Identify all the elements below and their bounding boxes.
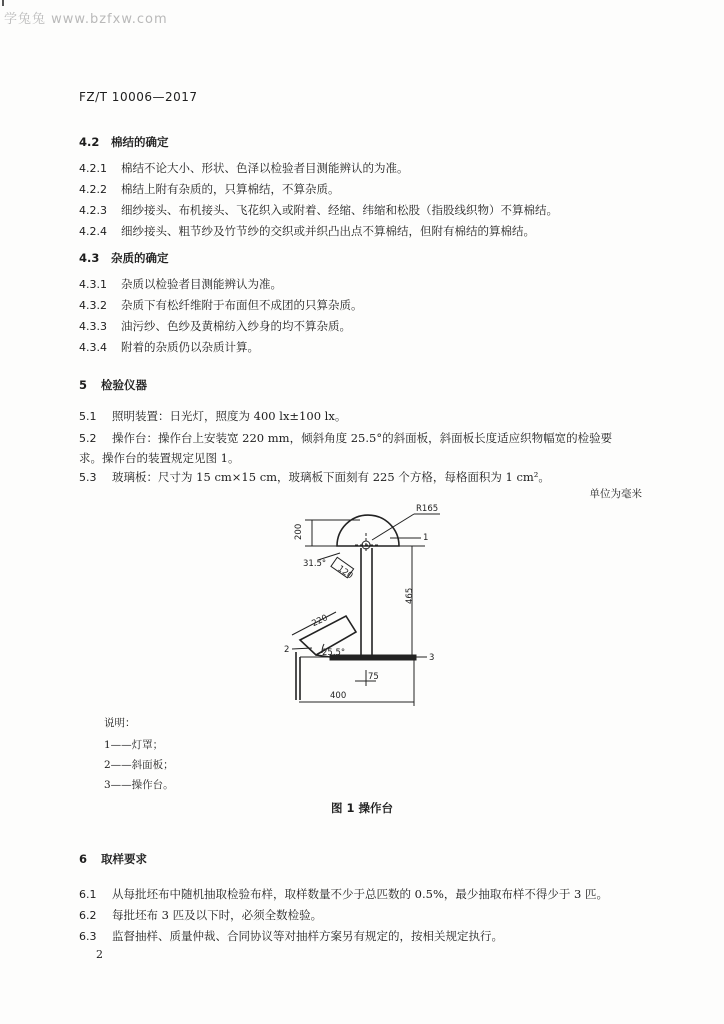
- page-number: 2: [96, 948, 103, 961]
- clause: 4.2.2 棉结上附有杂质的，只算棉结，不算杂质。: [79, 182, 340, 196]
- dim-120: 120: [335, 563, 355, 582]
- dim-400: 400: [330, 691, 347, 701]
- legend-item: 1——灯罩；: [104, 739, 164, 751]
- clause: 5.1 照明装置：日光灯，照度为 400 lx±100 lx。: [79, 409, 347, 423]
- clause: 4.3.2 杂质下有松纤维附于布面但不成团的只算杂质。: [79, 298, 363, 312]
- clause-continuation: 求。操作台的装置规定见图 1。: [79, 451, 240, 465]
- clause: 6.2 每批坯布 3 匹及以下时，必须全数检验。: [79, 908, 323, 922]
- clause: 4.3.3 油污纱、色纱及黄棉纺入纱身的均不算杂质。: [79, 319, 351, 333]
- angle-31-5: 31.5°: [303, 559, 327, 569]
- callout-2: 2: [284, 645, 290, 655]
- clause: 5.3 玻璃板：尺寸为 15 cm×15 cm，玻璃板下面刻有 225 个方格，每格面积为 1 cm²。: [79, 470, 550, 484]
- dim-200: 200: [294, 523, 304, 540]
- legend-title: 说明：: [104, 717, 136, 729]
- section-heading: 6 取样要求: [79, 852, 147, 866]
- section-heading: 4.2 棉结的确定: [79, 135, 169, 149]
- document-id: FZ/T 10006—2017: [79, 90, 198, 104]
- dim-220: 220: [310, 613, 330, 630]
- angle-25-5: 25.5°: [322, 648, 346, 658]
- callout-1: 1: [423, 533, 429, 543]
- section-heading: 4.3 杂质的确定: [79, 251, 169, 265]
- clause: 4.2.3 细纱接头、布机接头、飞花织入或附着、经缩、纬缩和松股（指股线织物）不算棉结。: [79, 203, 558, 217]
- clause: 6.1 从每批坯布中随机抽取检验布样，取样数量不少于总匹数的 0.5%，最少抽取布样不得少于 3 匹。: [79, 887, 608, 901]
- legend-item: 2——斜面板；: [104, 759, 174, 771]
- clause: 4.2.1 棉结不论大小、形状、色泽以检验者目测能辨认的为准。: [79, 161, 409, 175]
- callout-3: 3: [429, 653, 435, 663]
- section-heading: 5 检验仪器: [79, 378, 147, 392]
- figure-caption: 图 1 操作台: [330, 801, 393, 815]
- clause: 5.2 操作台：操作台上安装宽 220 mm，倾斜角度 25.5°的斜面板，斜面板长度适应织物幅宽的检验要: [79, 431, 613, 445]
- dim-75: 75: [368, 672, 379, 682]
- clause: 4.3.4 附着的杂质仍以杂质计算。: [79, 340, 259, 354]
- watermark: 学兔兔 www.bzfxw.com: [4, 12, 168, 27]
- dim-465: 465: [405, 587, 415, 604]
- unit-note: 单位为毫米: [589, 488, 642, 500]
- clause: 4.3.1 杂质以检验者目测能辨认为准。: [79, 277, 282, 291]
- clause: 6.3 监督抽样、质量仲裁、合同协议等对抽样方案另有规定的，按相关规定执行。: [79, 929, 503, 943]
- legend-item: 3——操作台。: [104, 779, 174, 791]
- clause: 4.2.4 细纱接头、粗节纱及竹节纱的交织或并织凸出点不算棉结，但附有棉结的算棉结。: [79, 224, 535, 238]
- dim-r165: R165: [416, 504, 439, 514]
